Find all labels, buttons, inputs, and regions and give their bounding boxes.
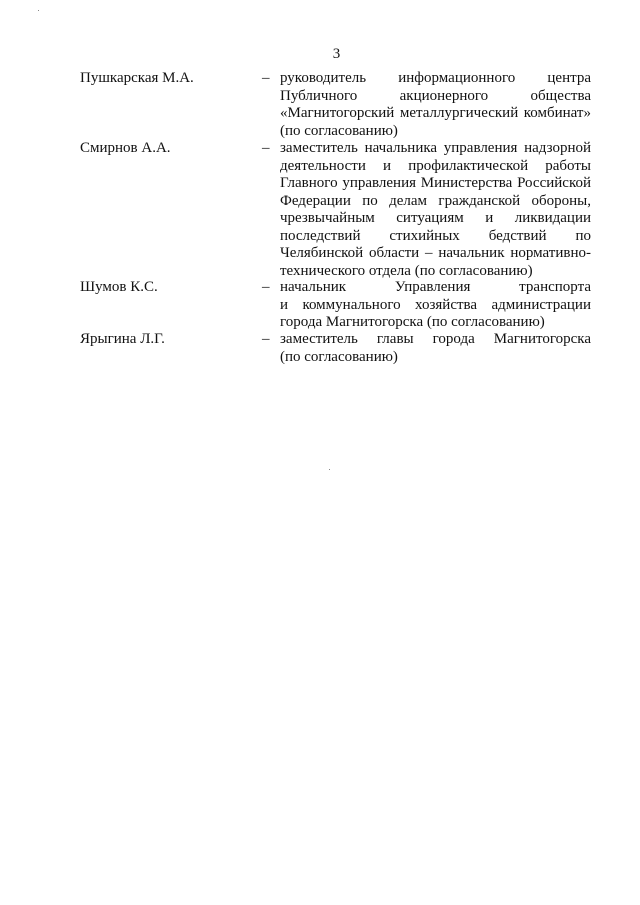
dash-separator: – (262, 70, 270, 86)
dash-separator: – (262, 331, 270, 347)
member-name: Пушкарская М.А. (80, 70, 194, 86)
member-name: Ярыгина Л.Г. (80, 331, 165, 347)
member-entry (80, 279, 591, 332)
role-line: заместитель начальника управления надзорной (280, 140, 591, 156)
role-line: заместитель главы города Магнитогорска (280, 331, 591, 347)
member-entry (80, 331, 591, 366)
dash-separator: – (262, 279, 270, 295)
member-role (280, 279, 591, 332)
role-line: чрезвычайным ситуациям и ликвидации (280, 210, 591, 226)
member-role (280, 70, 591, 140)
role-line: города Магнитогорска (по согласованию) (280, 314, 545, 330)
role-line: технического отдела (по согласованию) (280, 262, 533, 279)
role-line: Публичного акционерного общества (280, 87, 591, 104)
member-entry (80, 70, 591, 140)
role-line: Челябинской области – начальник нормативно- (280, 245, 591, 261)
role-line: деятельности и профилактической работы (280, 157, 591, 174)
dash-separator: – (262, 140, 270, 156)
role-line: руководитель информационного центра (280, 70, 591, 86)
role-line: (по согласованию) (280, 122, 398, 139)
scan-speck (329, 469, 330, 470)
role-line: последствий стихийных бедствий по (280, 227, 591, 244)
role-line: (по согласованию) (280, 348, 398, 365)
role-line: начальник Управления транспорта (280, 279, 591, 295)
role-line: Федерации по делам гражданской обороны, (280, 192, 591, 209)
role-line: Главного управления Министерства Российской (280, 175, 591, 191)
member-name: Смирнов А.А. (80, 140, 171, 156)
member-role (280, 331, 591, 366)
member-role (280, 140, 591, 280)
role-line: «Магнитогорский металлургический комбинат» (280, 105, 591, 121)
member-name: Шумов К.С. (80, 279, 158, 295)
role-line: и коммунального хозяйства администрации (280, 296, 591, 313)
page-number: 3 (332, 46, 341, 62)
scan-speck (38, 10, 39, 11)
member-entry (80, 140, 591, 280)
